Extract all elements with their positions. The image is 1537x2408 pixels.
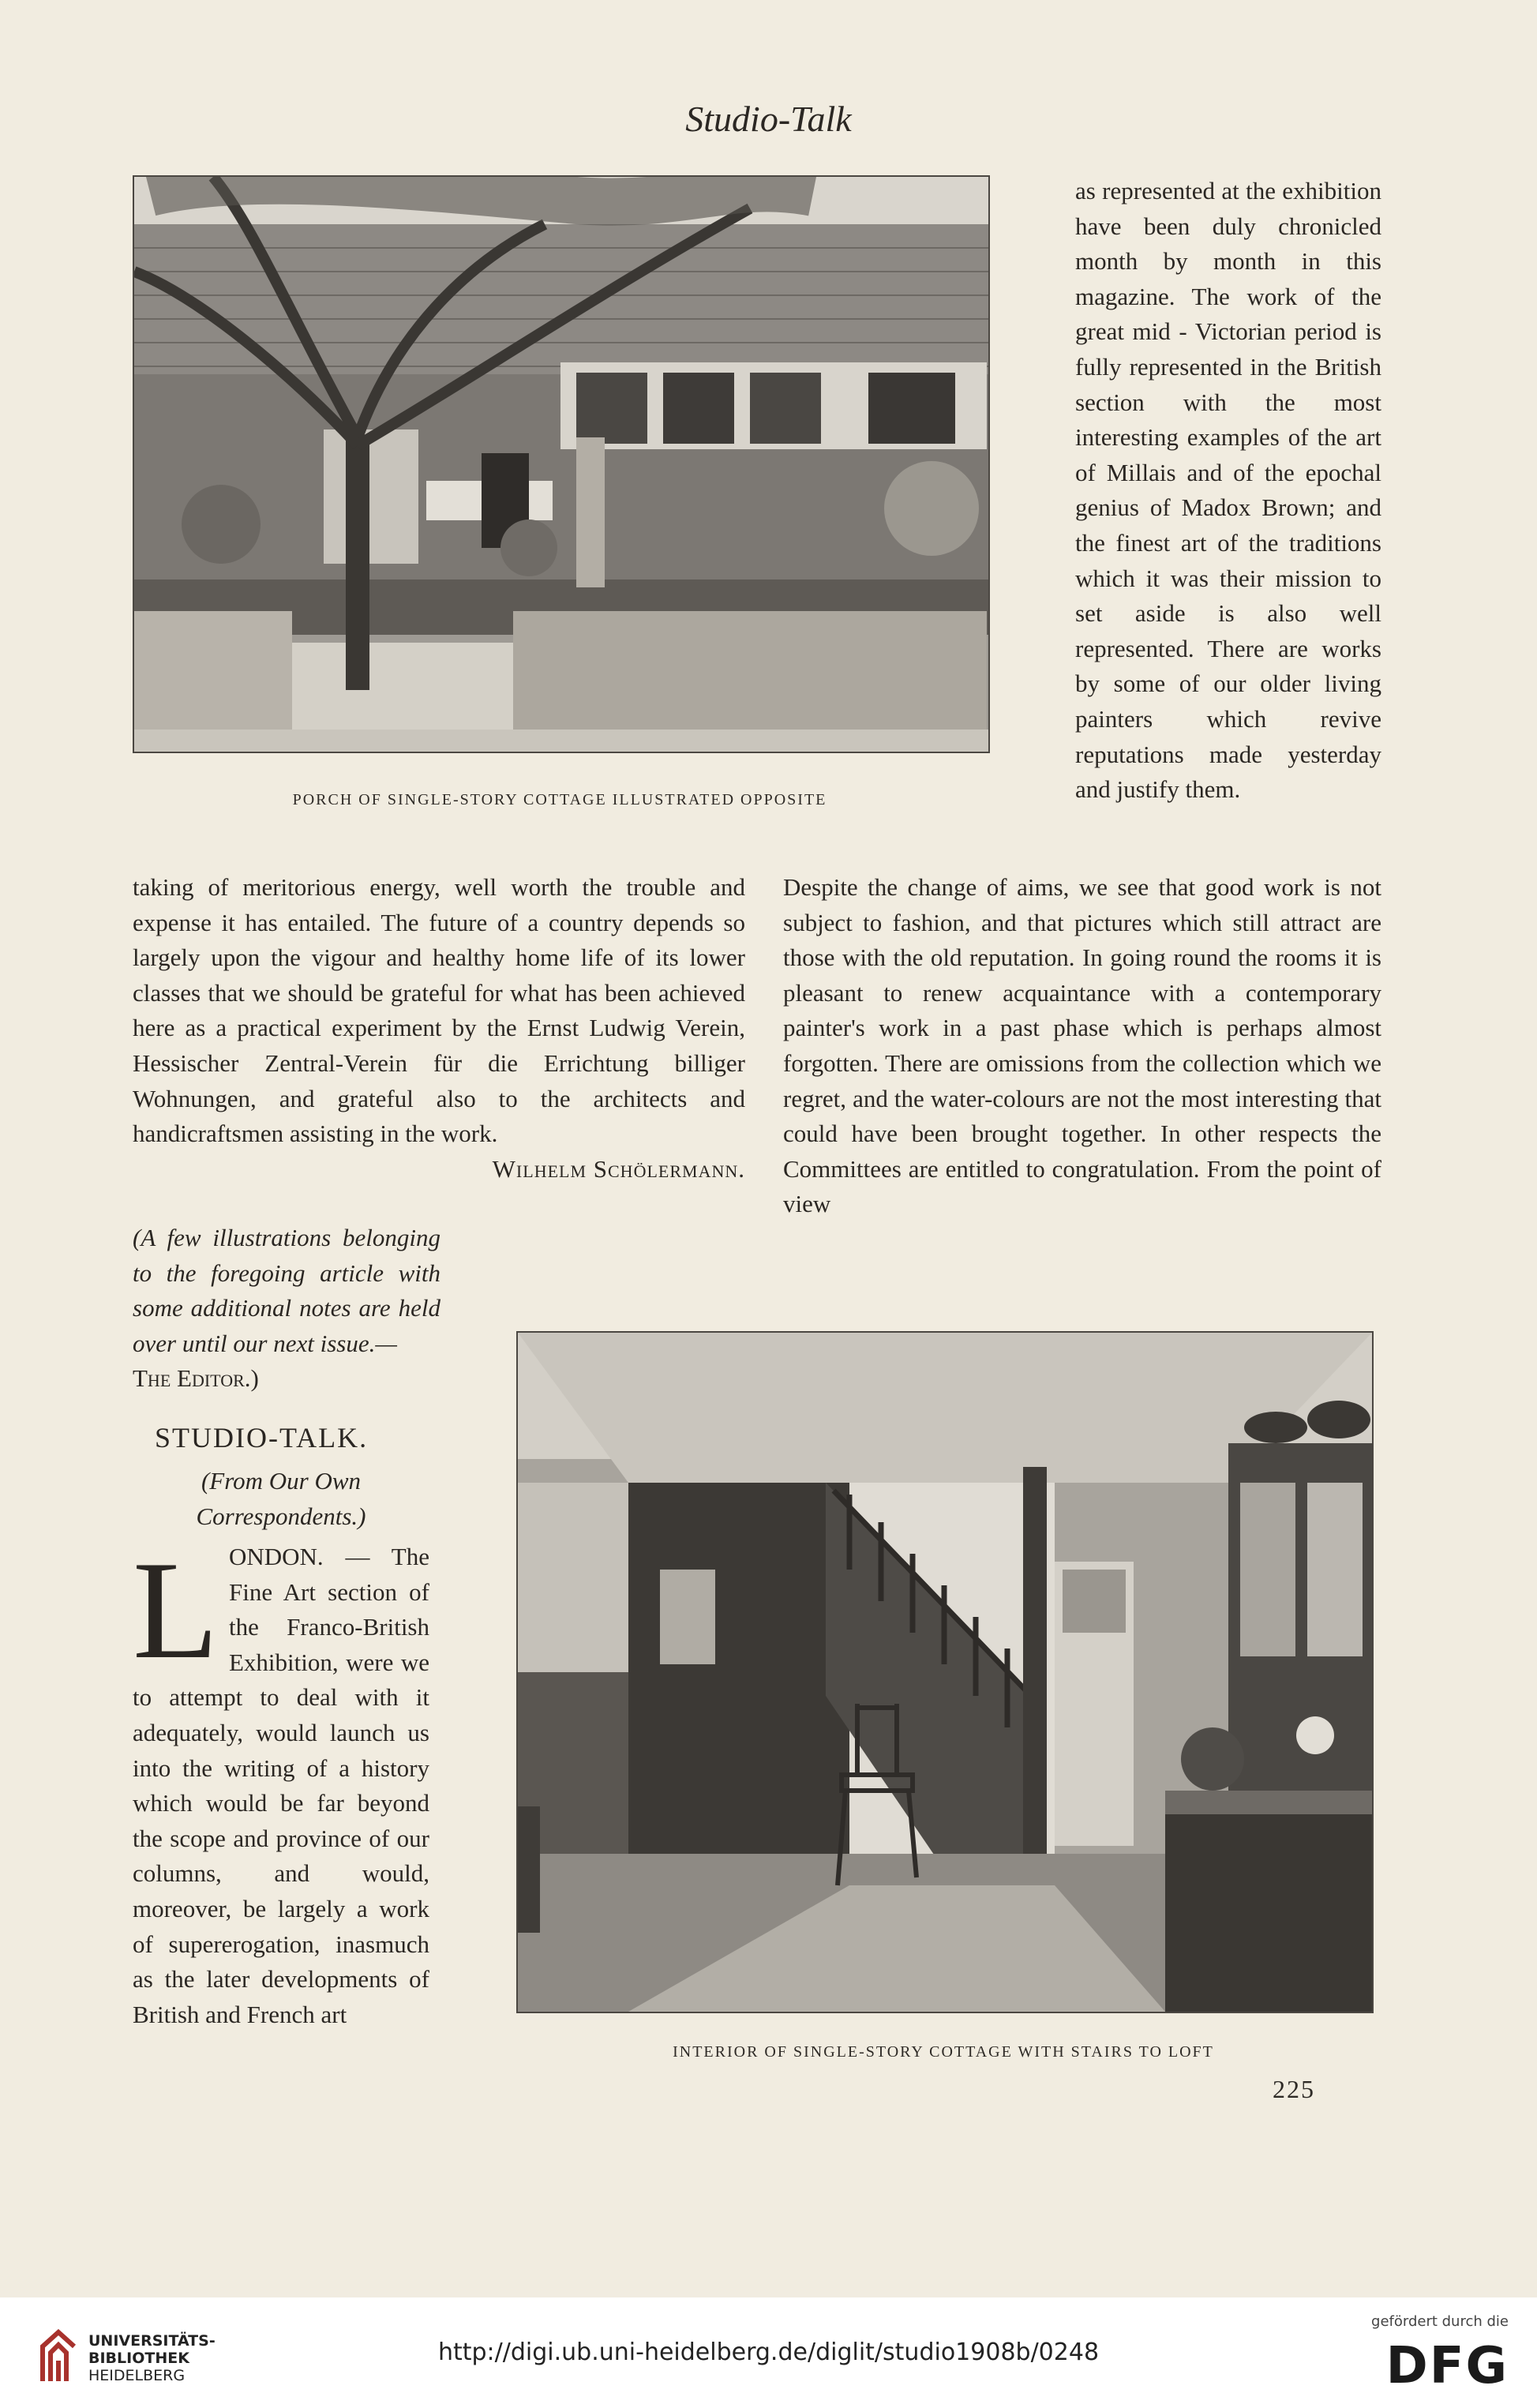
correspondents-note: (From Our Own Correspondents.) <box>196 1467 366 1530</box>
dfg-logo: DFG <box>1385 2337 1509 2395</box>
caption-porch: PORCH OF SINGLE-STORY COTTAGE ILLUSTRATED OPPOSITE <box>292 791 827 808</box>
digital-copy-url[interactable]: http://digi.ub.uni-heidelberg.de/diglit/studio1908b/0248 <box>437 2339 1100 2366</box>
running-head: Studio-Talk <box>685 99 852 139</box>
london-paragraph <box>133 1532 429 2032</box>
library-line-1: UNIVERSITÄTS- <box>88 2332 216 2350</box>
caption-interior: INTERIOR OF SINGLE-STORY COTTAGE WITH STAIRS TO LOFT <box>673 2043 1214 2061</box>
page-number: 225 <box>1273 2075 1315 2103</box>
editor-signature: The Editor.) <box>133 1364 259 1393</box>
paragraph-exhibition-chronicle: as represented at the exhibition have been duly chronicled month by month in this magazine. The work of the great mid - Victorian period is fully represented in the British section with the most interesting examples of the art of Millais and of the epochal genius of Madox Brown; and the finest art of the traditions which it was their mission to set aside is also well represented. There are works by some of our older living painters which revive reputations made yesterday and justify them. <box>1075 177 1381 804</box>
drop-cap: L <box>133 1532 219 1688</box>
funding-note: gefördert durch die <box>1371 2313 1509 2330</box>
author-signature: Wilhelm Schölermann. <box>492 1154 745 1183</box>
section-heading: STUDIO-TALK. <box>155 1422 369 1453</box>
porch-photograph <box>133 175 990 753</box>
right-column-top-text <box>1075 174 1381 808</box>
london-text: ONDON. — The Fine Art section of the Franco-British Exhibition, were we to attempt to deal with it adequately, would launch us into the writing of a history which would be far beyond the scope and province of our columns, and would, moreover, be largely a work of supererogation, inasmuch as the later developments of British and French art <box>133 1543 429 2028</box>
digitization-footer <box>0 2297 1537 2408</box>
library-line-2: BIBLIOTHEK <box>88 2350 189 2367</box>
left-column-body <box>133 870 745 1187</box>
paragraph-despite-change: Despite the change of aims, we see that good work is not subject to fashion, and that pictures which still attract are those with the old reputation. In going round the rooms it is pleasant to renew acquaintance with a contemporary painter's work in a past phase which is perhaps almost forgotten. There are omissions from the collection which we regret, and the water-colours are not the most interesting that could have been brought together. In other respects the Committees are entitled to congratulation. From the point of view <box>783 873 1381 1218</box>
interior-photograph <box>516 1331 1374 2013</box>
paragraph-ernst-ludwig-verein: taking of meritorious energy, well worth the trouble and expense it has entailed. The future of a country depends so largely upon the vigour and healthy home life of its lower classes that we should be grateful for what has been achieved here as a practical experiment by the Ernst Ludwig Verein, Hessischer Zentral-Verein für die Errichtung billiger Wohnungen, and grateful also to the architects and handicraftsmen assisting in the work. <box>133 873 745 1148</box>
right-column-middle-text <box>783 870 1381 1222</box>
library-line-3: HEIDELBERG <box>88 2367 186 2384</box>
editor-note-text: (A few illustrations belonging to the foregoing article with some additional notes are held over until our next issue.— <box>133 1224 440 1357</box>
section-subheading <box>123 1464 439 1534</box>
